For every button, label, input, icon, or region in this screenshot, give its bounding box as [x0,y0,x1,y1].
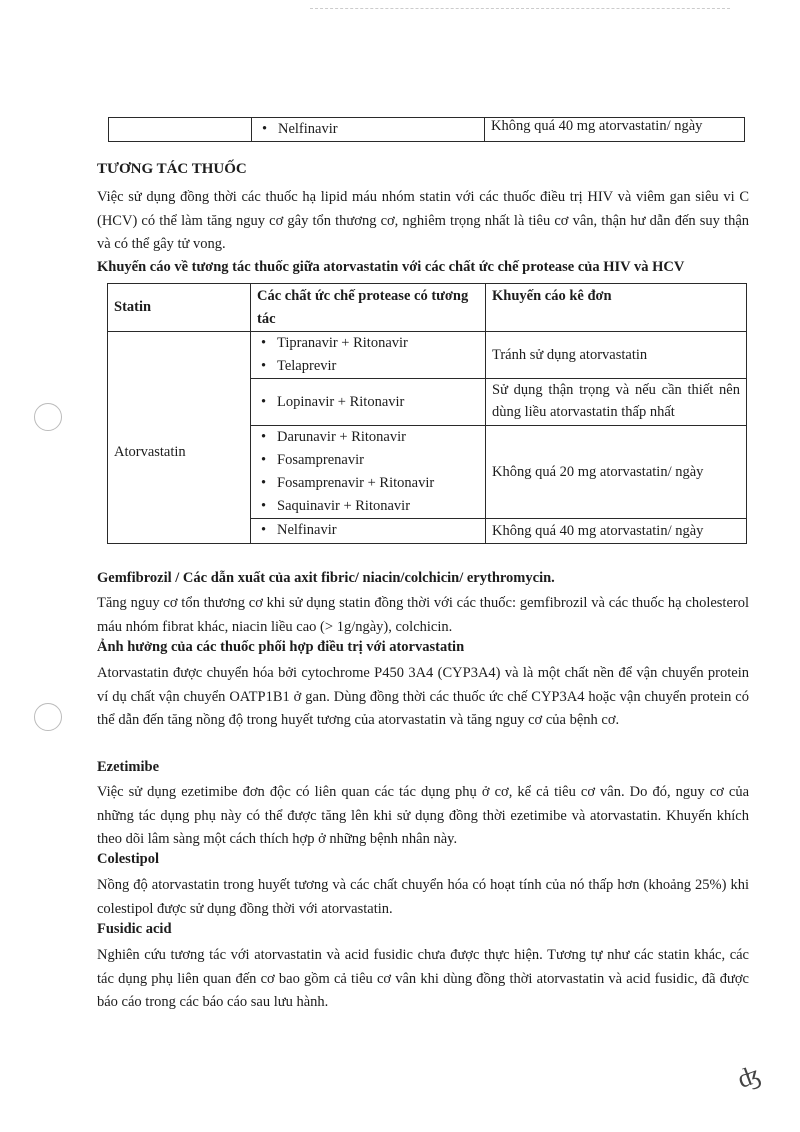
header-inhibitors: Các chất ức chế protease có tương tác [251,284,486,332]
section-heading-combination: Ảnh hưởng của các thuốc phối hợp điều trị với atorvastatin [97,639,465,655]
table-cell-empty [109,118,252,142]
section-heading-fusidic: Fusidic acid [97,921,172,937]
table-row [109,118,745,142]
binder-hole [34,403,62,431]
drug-item: • Nelfinavir [258,118,478,141]
interaction-table [107,283,747,544]
drug-item: • Telaprevir [257,355,479,378]
section-heading-gemfibrozil: Gemfibrozil / Các dẫn xuất của axit fibric/ niacin/colchicin/ erythromycin. [97,570,555,586]
drugs-cell [251,379,486,426]
recommendation-cell [486,332,747,379]
fusidic-paragraph: Nghiên cứu tương tác với atorvastatin và acid fusidic chưa được thực hiện. Tương tự như các statin khác, các tác dụng phụ liên quan đến cơ bao gồm cả tiêu cơ vân khi dùng đồng thời atorvastatin và acid fusidic, đã được báo cáo trong các báo cáo sau lưu hành. [97,947,749,1010]
recommendation-text: Không quá 40 mg atorvastatin/ ngày [491,118,703,134]
gemfibrozil-paragraph: Tăng nguy cơ tổn thương cơ khi sử dụng statin đồng thời với các thuốc: gemfibrozil và các thuốc hạ cholesterol máu nhóm fibrat khác, niacin liều cao (> 1g/ngày), colchicin. [97,595,749,635]
scan-artifact-line [310,8,730,9]
table-cell-recommendation [485,118,745,142]
section-heading-colestipol: Colestipol [97,851,160,867]
drug-item: • Tipranavir + Ritonavir [257,332,479,355]
drug-item: • Fosamprenavir + Ritonavir [257,472,479,495]
recommendation-cell [486,379,747,426]
drug-item: • Fosamprenavir [257,449,479,472]
recommendation-text: Tránh sử dụng atorvastatin [492,346,648,363]
binder-hole [34,703,62,731]
drugs-cell [251,426,486,519]
table-row [108,332,747,379]
table-cell-drug [252,118,485,142]
drugs-cell [251,332,486,379]
section-heading-interaction: TƯƠNG TÁC THUỐC [97,161,247,177]
table-header-row [108,284,747,332]
interaction-paragraph: Việc sử dụng đồng thời các thuốc hạ lipid máu nhóm statin với các thuốc điều trị HIV và viêm gan siêu vi C (HCV) có thể làm tăng nguy cơ gây tổn thương cơ, nghiêm trọng nhất là tiêu cơ vân, thận hư dẫn đến suy thận và có thể gây tử vong. [97,189,749,252]
drug-item: • Saquinavir + Ritonavir [257,495,479,518]
statin-name: Atorvastatin [114,444,186,460]
drug-item: • Nelfinavir [257,519,479,542]
ezetimibe-paragraph: Việc sử dụng ezetimibe đơn độc có liên quan các tác dụng phụ ở cơ, kể cả tiêu cơ vân. Do đó, nguy cơ của những tác dụng phụ này có thể được tăng lên khi sử dụng đồng thời ezetimibe và atorvastatin. Khuyến khích theo dõi lâm sàng một cách thích hợp ở những bệnh nhân này. [97,784,749,847]
header-statin: Statin [108,284,251,332]
table-caption: Khuyến cáo về tương tác thuốc giữa atorvastatin với các chất ức chế protease của HIV và HCV [97,259,685,275]
drug-item: • Lopinavir + Ritonavir [257,391,479,414]
statin-cell [108,332,251,544]
combination-paragraph: Atorvastatin được chuyển hóa bởi cytochrome P450 3A4 (CYP3A4) và là một chất nền để vận chuyển protein ví dụ chất vận chuyển OATP1B1 ở gan. Dùng đồng thời các thuốc ức chế CYP3A4 hoặc vận chuyển protein có thể dẫn đến tăng nồng độ trong huyết tương của atorvastatin và tăng nguy cơ của bệnh cơ. [97,665,749,728]
recommendation-text: Sử dụng thận trọng và nếu cần thiết nên dùng liều atorvastatin thấp nhất [492,382,740,420]
recommendation-text: Không quá 40 mg atorvastatin/ ngày [492,522,704,539]
colestipol-paragraph: Nồng độ atorvastatin trong huyết tương và các chất chuyển hóa có hoạt tính của nó thấp hơn (khoảng 25%) khi colestipol được sử dụng đồng thời với atorvastatin. [97,877,749,917]
drugs-cell [251,519,486,544]
recommendation-cell [486,426,747,519]
drug-item: • Darunavir + Ritonavir [257,426,479,449]
recommendation-text: Không quá 20 mg atorvastatin/ ngày [492,463,704,480]
recommendation-cell [486,519,747,544]
header-recommendation: Khuyến cáo kê đơn [486,284,747,332]
section-heading-ezetimibe: Ezetimibe [97,759,160,775]
initials-mark: ʤ [733,1059,765,1094]
continuation-table [108,117,745,142]
